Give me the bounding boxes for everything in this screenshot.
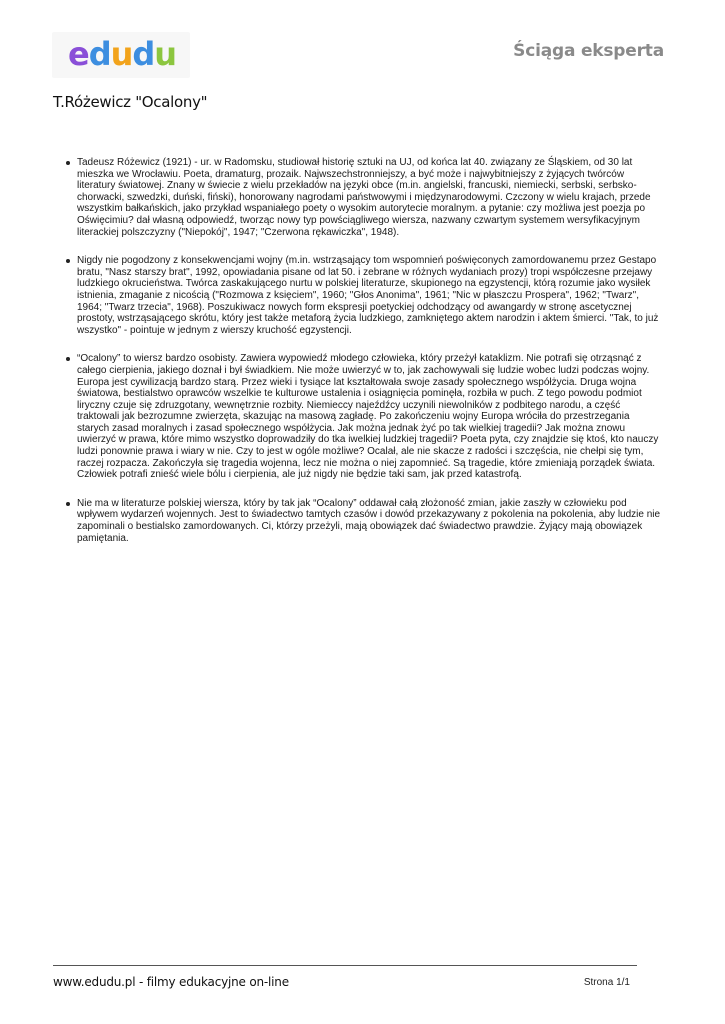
- bullet-icon: [66, 357, 70, 361]
- paragraph-text: “Ocalony” to wiersz bardzo osobisty. Zawiera wypowiedź młodego człowieka, który przeżył kataklizm. Nie potrafi się otrząsnąć z całego cierpienia, jakiego doznał i był świadkiem. Nie może uwierzyć w to, jak zachowywali się ludzie wobec ludzi podczas wojny. Europa jest cywilizacją bardzo starą. Przez wieki i tysiące lat kształtowała swoje zasady społecznego współżycia. Druga wojna światowa, bestialstwo oprawców wszelkie te kulturowe ustalenia i osiągnięcia pominęła, rozbiła w puch. Z tego powodu podmiot liryczny czuje się zdruzgotany, wewnętrznie rozbity. Niemieccy najeźdźcy uczynili niewolników z podbitego narodu, a część traktowali jak bezrozumne zwierzęta, skazując na masową zagładę. Po zakończeniu wojny Europa wróciła do przestrzegania starych zasad moralnych i zasad społecznego współżycia. Jak można jednak żyć po tak wielkiej tragedii? Jak można znowu uwierzyć w prawa, które mimo wszystko doprowadziły do tka iwelkiej ludzkiej tragedii? Poeta pyta, czy znajdzie się ktoś, kto nauczy ludzi ponownie prawa i wiary w nie. Czy to jest w ogóle możliwe? Ocalał, ale nie skacze z radości i szczęścia, nie chełpi się tym, raczej rozpacza. Zakończyła się tragedia wojenna, lecz nie można o niej zapomnieć. Są tragedie, które zmieniają porządek świata. Człowiek potrafi znieść wiele bólu i cierpienia, ale już nigdy nie będzie taki sam, jak przed katastrofą.: [77, 353, 659, 481]
- footer-site-link[interactable]: www.edudu.pl - filmy edukacyjne on-line: [53, 975, 289, 989]
- logo-letter: u: [110, 35, 133, 73]
- bullet-icon: [66, 161, 70, 165]
- logo-letter: d: [88, 35, 111, 73]
- bullet-icon: [66, 502, 70, 506]
- logo-letter: d: [132, 35, 155, 73]
- document-title: T.Różewicz "Ocalony": [53, 93, 208, 111]
- paragraph-text: Nie ma w literaturze polskiej wiersza, który by tak jak “Ocalony” oddawał całą złożoność zmian, jakie zaszły w człowieku pod wpływem wydarzeń wojennych. Jest to świadectwo tamtych czasów i dowód przekazywany z pokolenia na pokolenia, aby ludzie nie zapominali o bestialsko zamordowanych. Ci, którzy przeżyli, mają obowiązek dać świadectwo prawdzie. Żyjący mają obowiązek pamiętania.: [77, 497, 661, 544]
- bullet-icon: [66, 259, 70, 263]
- paragraph-text: Nigdy nie pogodzony z konsekwencjami wojny (m.in. wstrząsający tom wspomnień poświęconych zamordowanemu przez Gestapo bratu, "Nasz starszy brat", 1992, opowiadania pisane od lat 50. i zebrane w różnych wydaniach prozy) tropi współczesne przejawy ludzkiego okrucieństwa. Twórca zaskakującego nurtu w polskiej literaturze, skupionego na egzystencji, którą rozumie jako wysiłek istnienia, zmaganie z nicością ("Rozmowa z księciem", 1960; "Głos Anonima", 1961; "Nic w płaszczu Prospera", 1962; "Twarz", 1964; "Twarz trzecia", 1968). Poszukiwacz nowych form ekspresji poetyckiej odchodzący od awangardy w stronę ascetycznej prostoty, wstrząsającego skrótu, który jest także metaforą życia ludzkiego, zamkniętego aktem narodzin i aktem śmierci. "Tak, to już wszystko" - pointuje w jednym z wierszy kruchość egzystencji.: [77, 255, 659, 336]
- footer-divider: [53, 965, 637, 966]
- page-number: Strona 1/1: [583, 977, 630, 988]
- logo-letter: u: [154, 35, 177, 73]
- bullet-paragraph: [64, 157, 664, 238]
- bullet-paragraph: [64, 353, 664, 481]
- edudu-logo[interactable]: [68, 34, 176, 74]
- document-body: [64, 157, 664, 561]
- bullet-paragraph: [64, 498, 664, 544]
- bullet-paragraph: [64, 255, 664, 336]
- paragraph-text: Tadeusz Różewicz (1921) - ur. w Radomsku, studiował historię sztuki na UJ, od końca lat 40. związany ze Śląskiem, od 30 lat mieszka we Wrocławiu. Poeta, dramaturg, prozaik. Najwszechstronniejszy, a być może i najwybitniejszy z żyjących twórców literatury światowej. Znany w świecie z wielu przekładów na języki obce (m.in. angielski, francuski, niemiecki, serbski, serbsko-chorwacki, szwedzki, duński, fiński), honorowany nagrodami państwowymi i międzynarodowymi. Czczony w wielu krajach, przede wszystkim bałkańskich, jako przykład wspaniałego poety o wysokim autorytecie moralnym. a pytanie: czy możliwa jest poezja po Oświęcimiu? dał własną odpowiedź, tworząc nowy typ powściągliwego wiersza, nazwany czwartym systemem wersyfikacyjnym literackiej polszczyzny ("Niepokój", 1947; "Czerwona rękawiczka", 1948).: [77, 157, 651, 238]
- logo-letter: e: [68, 35, 89, 73]
- header-tagline: Ściąga eksperta: [513, 41, 664, 61]
